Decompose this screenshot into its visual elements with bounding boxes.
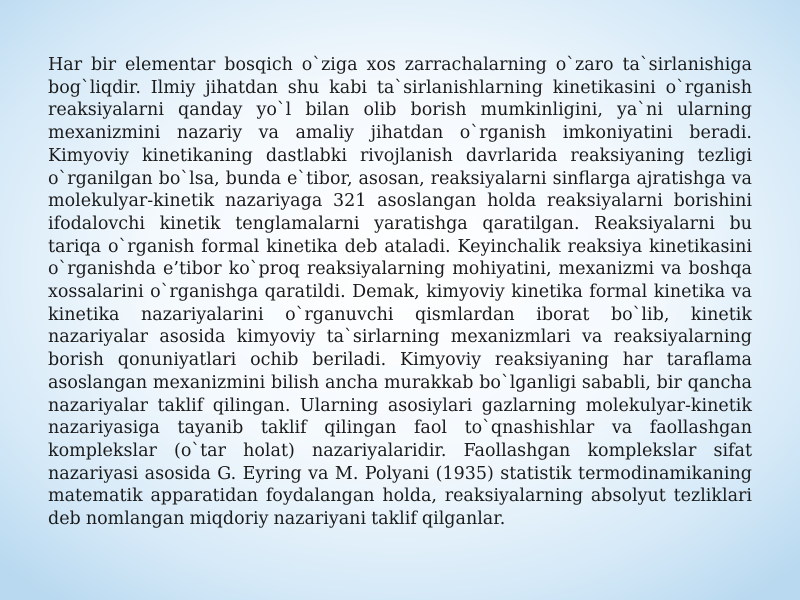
- body-paragraph: Har bir elementar bosqich o`ziga xos zarrachalarning o`zaro ta`sirlanishiga bog`liqdir. Ilmiy jihatdan shu kabi ta`sirlanishlarning kinetikasini o`rganish reaksiyalarni qanday yo`l bilan olib borish mumkinligini, ya`ni ularning mexanizmini nazariy va amaliy jihatdan o`rganish imkoniyatini beradi. Kimyoviy kinetikaning dastlabki rivojlanish davrlarida reaksiyaning tezligi o`rganilgan bo`lsa, bunda e`tibor, asosan, reaksiyalarni sinflarga ajratishga va molekulyar-kinetik nazariyaga 321 asoslangan holda reaksiyalarni borishini ifodalovchi kinetik tenglamalarni yaratishga qaratilgan. Reaksiyalarni bu tariqa o`rganish formal kinetika deb ataladi. Keyinchalik reaksiya kinetikasini o`rganishda e’tibor ko`proq reaksiyalarning mohiyatini, mexanizmi va boshqa xossalarini o`rganishga qaratildi. Demak, kimyoviy kinetika formal kinetika va kinetika nazariyalarini o`rganuvchi qismlardan iborat bo`lib, kinetik nazariyalar asosida kimyoviy ta`sirlarning mexanizmlari va reaksiyalarning borish qonuniyatlari ochib beriladi. Kimyoviy reaksiyaning har taraflama asoslangan mexanizmini bilish ancha murakkab bo`lganligi sababli, bir qancha nazariyalar taklif qilingan. Ularning asosiylari gazlarning molekulyar-kinetik nazariyasiga tayanib taklif qilingan faol to`qnashishlar va faollashgan komplekslar (o`tar holat) nazariyalaridir. Faollashgan komplekslar sifat nazariyasi asosida G. Eyring va M. Polyani (1935) statistik termodinamikaning matematik apparatidan foydalangan holda, reaksiyalarning absolyut tezliklari deb nomlangan miqdoriy nazariyani taklif qilganlar.: [48, 55, 752, 530]
